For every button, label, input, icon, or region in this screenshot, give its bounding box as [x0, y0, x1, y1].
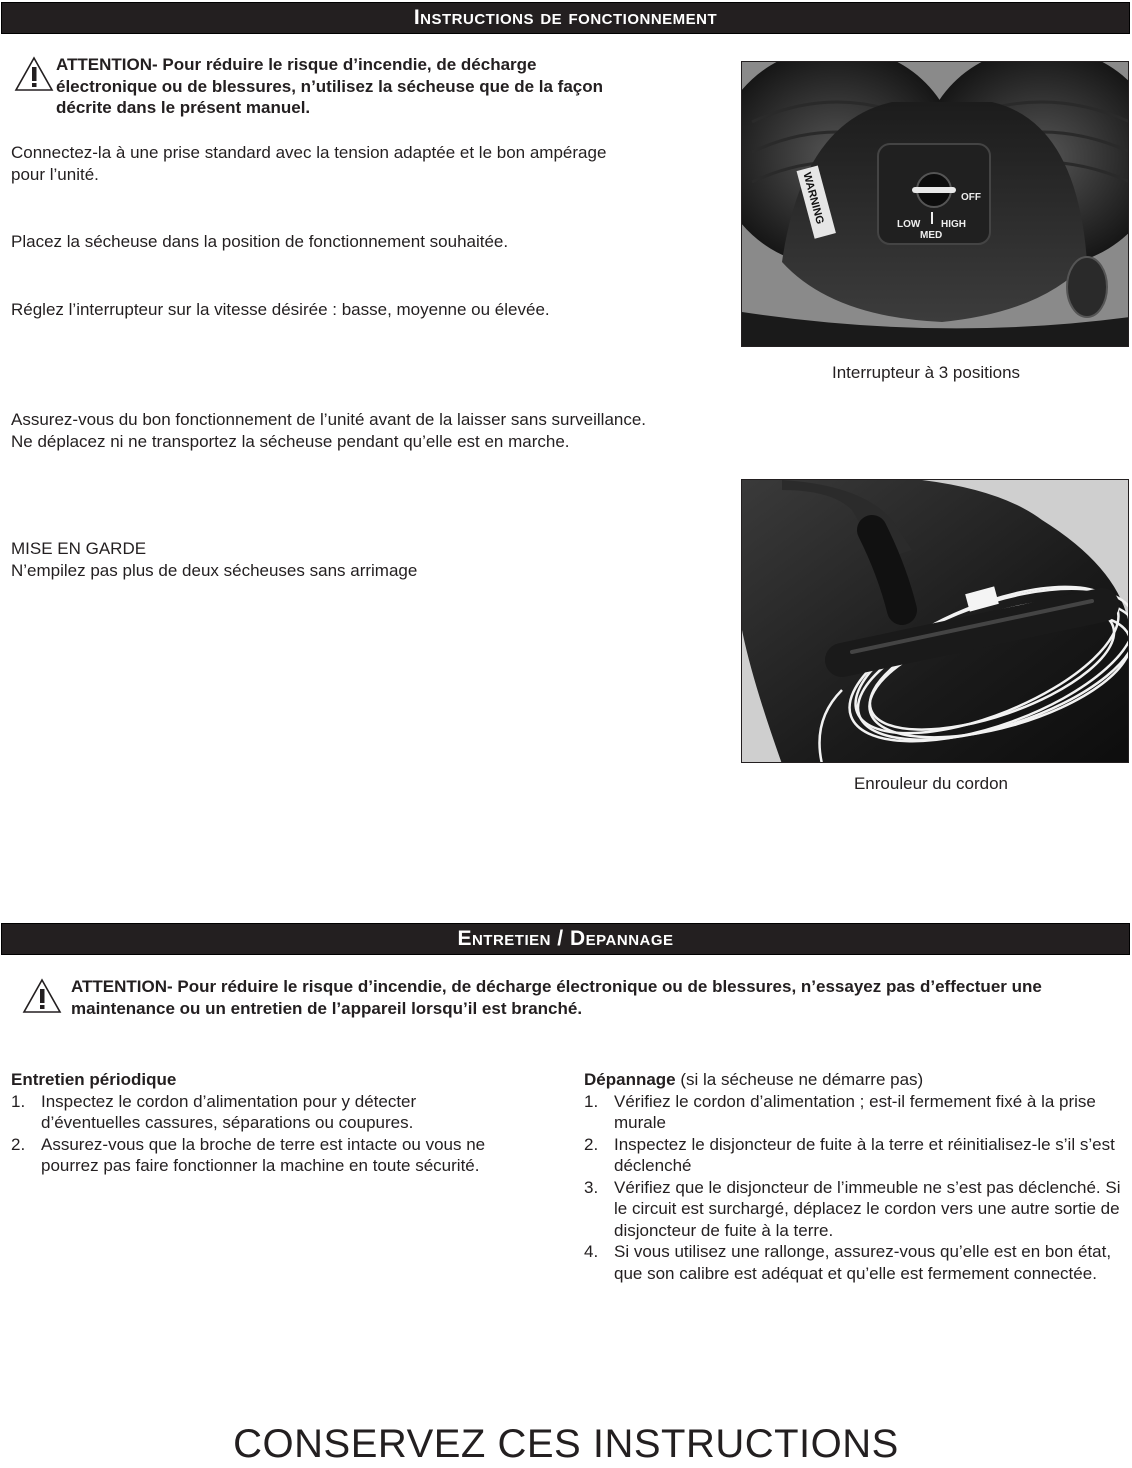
instruction-speed: Réglez l’interrupteur sur la vitesse désirée : basse, moyenne ou élevée. [11, 300, 550, 319]
instruction-connect: Connectez-la à une prise standard avec la tension adaptée et le bon ampérage pour l’unité. [11, 143, 607, 184]
cord-wrap-photo [741, 479, 1129, 763]
maintenance-section-title: Entretien / Depannage [1, 923, 1130, 955]
list-item: 1. Vérifiez le cordon d’alimentation ; est-il fermement fixé à la prise murale [584, 1091, 1096, 1132]
list-item: 3. Vérifiez que le disjoncteur de l’immeuble ne s’est pas déclenché. Si le circuit est surchargé, déplacez le cordon vers une autre sortie de disjoncteur de fuite à la terre. [584, 1177, 1121, 1240]
instruction-supervise: Assurez-vous du bon fonctionnement de l’unité avant de la laisser sans surveillance. Ne déplacez ni ne transportez la sécheuse pendant qu’elle est en marche. [11, 410, 647, 451]
troubleshooting [584, 1069, 1124, 1284]
switch-high-label: HIGH [941, 219, 966, 230]
caution-text: N’empilez pas plus de deux sécheuses sans arrimage [11, 561, 418, 580]
switch-off-label: OFF [961, 192, 981, 203]
warning-triangle-icon [14, 56, 54, 92]
list-item: 2. Inspectez le disjoncteur de fuite à la terre et réinitialisez-le s’il s’est déclenché [584, 1134, 1115, 1175]
operation-warning: ATTENTION- Pour réduire le risque d’incendie, de décharge électronique ou de blessures, n’utilisez la sécheuse que de la façon décrite dans le présent manuel. [56, 55, 604, 117]
list-item: 1. Inspectez le cordon d’alimentation pour y détecter d’éventuelles cassures, séparations ou coupures. [11, 1091, 417, 1132]
warning-triangle-icon [22, 978, 62, 1014]
periodic-maintenance [11, 1069, 516, 1177]
switch-photo-caption: Interrupteur à 3 positions [831, 363, 1021, 382]
cord-wrap-photo-caption: Enrouleur du cordon [853, 774, 1009, 793]
periodic-heading: Entretien périodique [11, 1070, 177, 1089]
footer-title: CONSERVEZ CES INSTRUCTIONS [233, 1422, 899, 1466]
operation-section-title: Instructions de fonctionnement [1, 2, 1130, 34]
troubleshooting-list [584, 1091, 1124, 1285]
warning-label: WARNING [800, 171, 826, 226]
switch-photo [741, 61, 1129, 347]
list-item: 2. Assurez-vous que la broche de terre est intacte ou vous ne pourrez pas faire fonctionner la machine en toute sécurité. [11, 1134, 486, 1175]
troubleshooting-heading: Dépannage (si la sécheuse ne démarre pas) [584, 1070, 924, 1089]
maintenance-warning: ATTENTION- Pour réduire le risque d’incendie, de décharge électronique ou de blessures, n’essayez pas d’effectuer une maintenance ou un entretien de l’appareil lorsqu’il est branché. [71, 977, 1042, 1018]
switch-low-label: LOW [897, 219, 921, 230]
switch-med-label: MED [920, 230, 943, 241]
instruction-position: Placez la sécheuse dans la position de fonctionnement souhaitée. [11, 232, 509, 251]
periodic-list [11, 1091, 516, 1177]
list-item: 4. Si vous utilisez une rallonge, assurez-vous qu’elle est en bon état, que son calibre est adéquat et qu’elle est fermement connectée. [584, 1242, 1112, 1283]
caution-heading: MISE EN GARDE [11, 539, 147, 558]
